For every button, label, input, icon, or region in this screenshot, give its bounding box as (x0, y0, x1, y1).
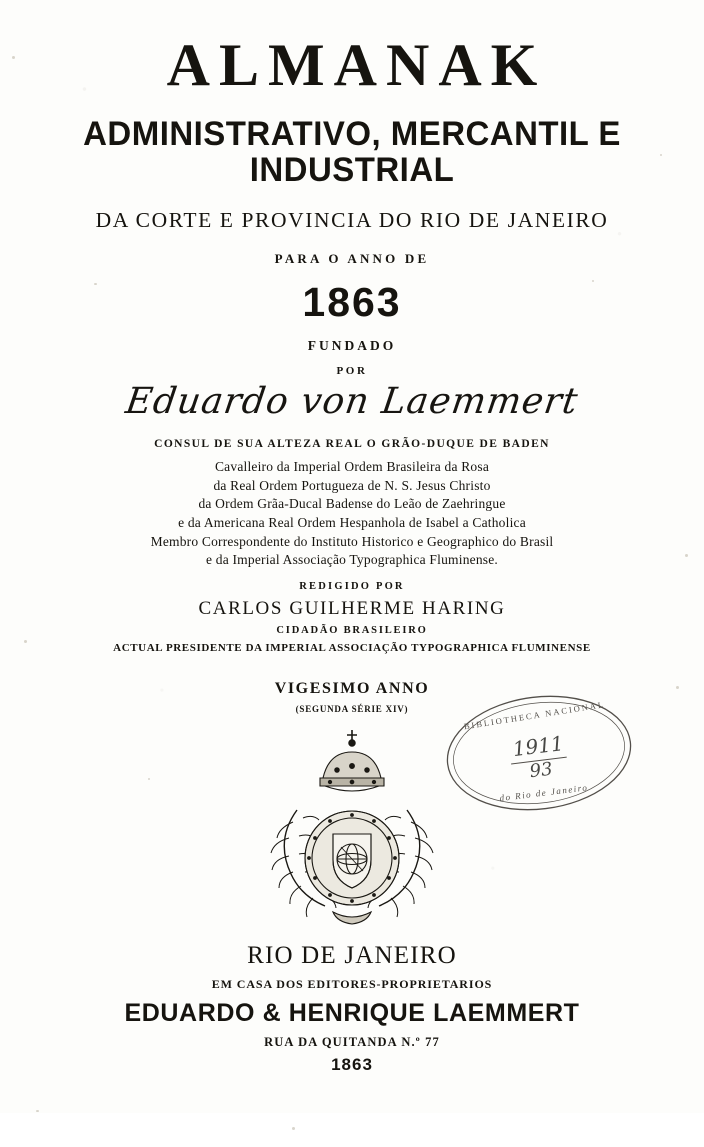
credit-line: Cavalleiro da Imperial Ordem Brasileira da Rosa (214, 459, 490, 475)
edition-year: 1863 (302, 279, 402, 326)
imperial-coat-of-arms-icon (237, 726, 467, 931)
credit-line: e da Americana Real Ordem Hespanhola de Isabel a Catholica (178, 514, 526, 530)
imprint-city: RIO DE JANEIRO (247, 941, 457, 969)
founder-honorific: CONSUL DE SUA ALTEZA REAL O GRÃO-DUQUE DE BADEN (154, 438, 550, 451)
imprint-house: EM CASA DOS EDITORES-PROPRIETARIOS (211, 976, 493, 991)
subtitle-primary: ADMINISTRATIVO, MERCANTIL E INDUSTRIAL (83, 115, 621, 189)
founder-name: Eduardo von Laemmert (123, 381, 581, 423)
editor-role: ACTUAL PRESIDENTE DA IMPERIAL ASSOCIAÇÃO TYPOGRAPHICA FLUMINENSE (113, 641, 591, 654)
credit-line: da Ordem Grãa-Ducal Badense do Leão de Zaehringue (198, 496, 506, 512)
imprint-year: 1863 (331, 1054, 373, 1074)
subtitle-secondary: DA CORTE E PROVINCIA DO RIO DE JANEIRO (95, 208, 609, 233)
imprint-publisher: EDUARDO & HENRIQUE LAEMMERT (124, 998, 580, 1027)
page-title: ALMANAK (166, 32, 547, 98)
stamp-number: 1911 (511, 731, 565, 762)
credit-line: da Real Ordem Portugueza de N. S. Jesus Christo (213, 477, 491, 493)
library-stamp (438, 683, 641, 823)
editor-name: CARLOS GUILHERME HARING (198, 597, 506, 619)
for-year-label: PARA O ANNO DE (274, 251, 430, 267)
edited-by-label: REDIGIDO POR (299, 580, 405, 592)
edition-number: VIGESIMO ANNO (274, 679, 430, 697)
by-label: POR (336, 365, 368, 378)
founder-credits (0, 458, 704, 570)
credit-line: Membro Correspondente do Instituto Historico e Geographico do Brasil (150, 533, 554, 549)
imprint-address: RUA DA QUITANDA N.º 77 (264, 1034, 440, 1049)
edition-series: (SEGUNDA SÉRIE XIV) (295, 703, 409, 714)
stamp-bottom-text: do Rio de Janeiro (498, 782, 589, 804)
stamp-number-secondary: 93 (528, 758, 554, 783)
stamp-top-text: BIBLIOTHECA NACIONAL (463, 699, 606, 732)
founded-label: FUNDADO (307, 338, 397, 354)
editor-citizenship: CIDADÃO BRASILEIRO (276, 624, 428, 636)
credit-line: e da Imperial Associação Typographica Fluminense. (205, 552, 499, 568)
